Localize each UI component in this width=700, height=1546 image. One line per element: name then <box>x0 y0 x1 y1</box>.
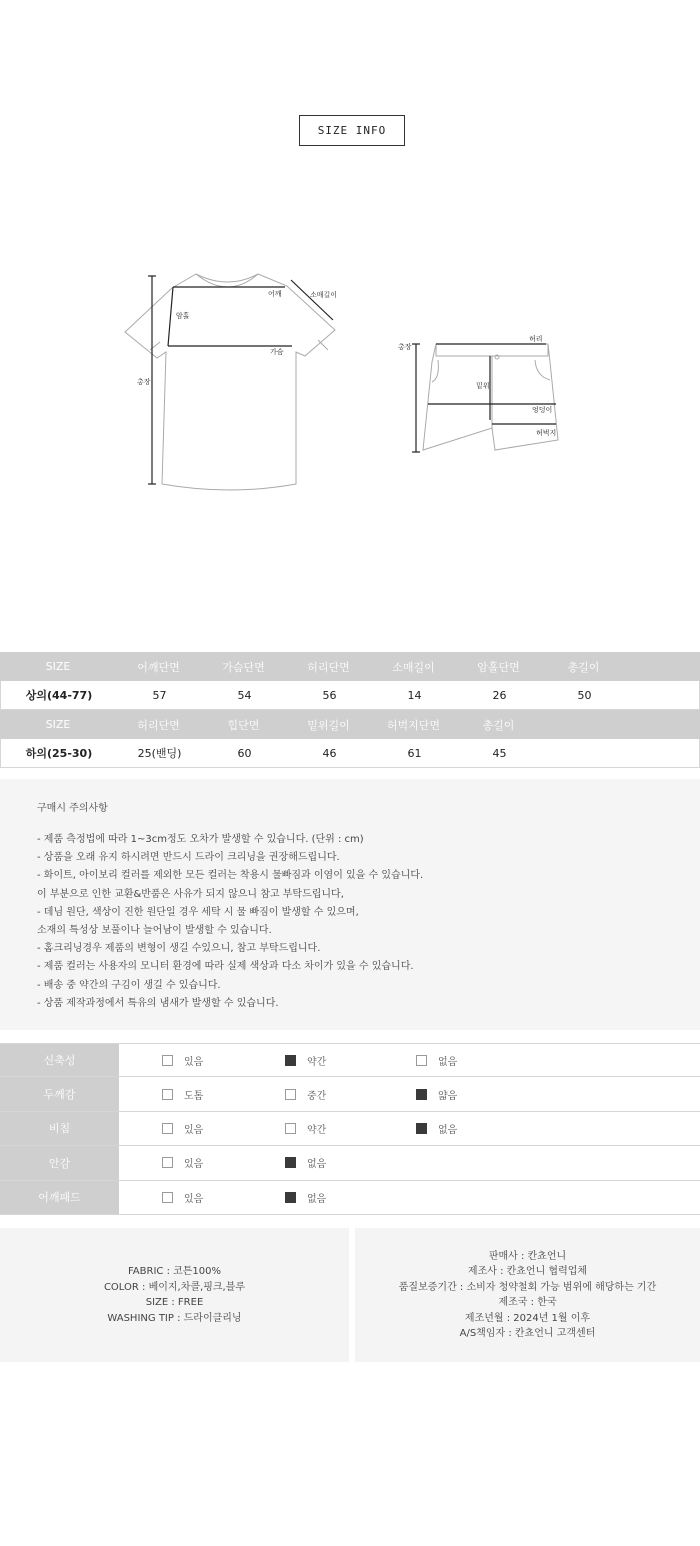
feature-option <box>416 1112 457 1145</box>
tshirt-measure-lines <box>148 276 333 484</box>
feature-option <box>285 1181 326 1214</box>
bottom-size-row <box>0 739 700 768</box>
feature-row-stretch <box>0 1043 700 1077</box>
feature-option <box>162 1112 203 1145</box>
option-label: 있음 <box>184 1159 204 1171</box>
header-cell: 소매길이 <box>392 660 435 674</box>
label-shoulder: 어깨 <box>268 290 282 298</box>
table-cell: 56 <box>322 688 337 702</box>
option-label: 없음 <box>307 1159 327 1171</box>
header-cell: 밑위길이 <box>307 718 350 732</box>
checkbox-icon <box>162 1157 173 1168</box>
notice-line: - 홈크리닝경우 제품의 변형이 생길 수있으니, 참고 부탁드립니다. <box>37 943 321 955</box>
size-illustration <box>0 260 700 500</box>
notice-line: - 상품 제작과정에서 특유의 냄새가 발생할 수 있습니다. <box>37 997 279 1009</box>
header-cell: 가슴단면 <box>222 660 265 674</box>
option-label: 있음 <box>184 1056 204 1068</box>
seller-info-panel <box>355 1228 700 1362</box>
feature-option <box>162 1181 203 1214</box>
header-cell: 허벅지단면 <box>386 718 441 732</box>
checkbox-checked-icon <box>285 1055 296 1066</box>
label-bottom-length: 총장 <box>398 343 412 351</box>
option-label: 중간 <box>307 1090 327 1102</box>
feature-option <box>162 1044 203 1076</box>
top-size-row <box>0 681 700 710</box>
label-sleeve: 소매길이 <box>310 291 338 299</box>
label-armhole: 암홀 <box>176 312 190 320</box>
feature-option <box>162 1146 203 1179</box>
info-line: WASHING TIP : 드라이클리닝 <box>107 1312 242 1324</box>
notice-line: - 상품을 오래 유지 하시려면 반드시 드라이 크리닝을 권장해드립니다. <box>37 852 340 864</box>
info-line: 제조국 : 한국 <box>498 1297 557 1308</box>
header-cell: 총길이 <box>567 660 600 674</box>
label-top-length: 총장 <box>137 378 151 386</box>
label-hip: 엉덩이 <box>532 406 553 414</box>
table-cell: 하의(25-30) <box>25 747 93 760</box>
fabric-info-panel <box>0 1228 349 1362</box>
table-cell: 26 <box>492 688 507 702</box>
checkbox-checked-icon <box>416 1089 427 1100</box>
label-waist: 허리 <box>529 335 543 343</box>
header-cell: 힙단면 <box>227 718 260 732</box>
table-cell: 57 <box>152 688 167 702</box>
info-line: 판매사 : 칸쵸언니 <box>488 1250 567 1262</box>
top-size-header-row <box>0 652 700 681</box>
feature-row-shoulder-pad <box>0 1181 700 1215</box>
info-line: SIZE : FREE <box>145 1297 204 1308</box>
feature-label: 신축성 <box>0 1044 119 1076</box>
feature-option <box>285 1077 326 1110</box>
table-cell: 45 <box>492 746 507 760</box>
header-cell: 총길이 <box>482 718 515 732</box>
feature-row-lining <box>0 1146 700 1180</box>
checkbox-checked-icon <box>285 1192 296 1203</box>
checkbox-icon <box>162 1123 173 1134</box>
info-line: 제조년월 : 2024년 1월 이후 <box>464 1312 591 1324</box>
notice-line: - 데님 원단, 색상이 진한 원단일 경우 세탁 시 물 빠짐이 발생할 수 있으며, <box>37 906 359 918</box>
header-cell: 허리단면 <box>137 718 180 732</box>
table-cell: 61 <box>407 746 422 760</box>
feature-option <box>162 1077 203 1110</box>
option-label: 약간 <box>307 1056 327 1068</box>
info-line: COLOR : 베이지,차콜,핑크,블루 <box>103 1281 246 1293</box>
feature-option <box>285 1044 326 1076</box>
checkbox-icon <box>162 1089 173 1100</box>
bottom-size-header-row <box>0 710 700 739</box>
table-cell: 14 <box>407 688 422 702</box>
option-label: 있음 <box>184 1193 204 1205</box>
table-cell: 46 <box>322 746 337 760</box>
notice-line: - 제품 컬러는 사용자의 모니터 환경에 따라 실제 색상과 다소 차이가 있을 수 있습니다. <box>37 961 414 973</box>
size-table <box>0 652 700 768</box>
info-line: 제조사 : 칸쵸언니 협력업체 <box>467 1266 588 1277</box>
checkbox-checked-icon <box>285 1157 296 1168</box>
notice-title: 구매시 주의사항 <box>37 803 108 814</box>
feature-label: 두께감 <box>0 1077 119 1110</box>
info-line: FABRIC : 코튼100% <box>127 1266 222 1277</box>
notice-line: - 화이트, 아이보리 컬러를 제외한 모든 컬러는 착용시 물빠짐과 이염이 있을 수 있습니다. <box>37 870 424 882</box>
feature-label: 비침 <box>0 1112 119 1145</box>
feature-label: 안감 <box>0 1146 119 1179</box>
table-cell: 상의(44-77) <box>25 689 93 702</box>
checkbox-icon <box>285 1123 296 1134</box>
size-info-title-text: SIZE INFO <box>317 124 387 137</box>
tshirt-drawing <box>125 274 338 490</box>
header-cell: SIZE <box>45 718 71 731</box>
notice-line: - 제품 측정법에 따라 1~3cm정도 오차가 발생할 수 있습니다. (단위 : cm) <box>37 834 364 845</box>
checkbox-icon <box>162 1192 173 1203</box>
notice-line: 이 부분으로 인한 교환&반품은 사유가 되지 않으니 참고 부탁드립니다, <box>37 888 344 900</box>
checkbox-checked-icon <box>416 1123 427 1134</box>
fabric-feature-table <box>0 1043 700 1215</box>
table-cell: 60 <box>237 746 252 760</box>
notice-line: - 배송 중 약간의 구김이 생길 수 있습니다. <box>37 979 221 991</box>
checkbox-icon <box>162 1055 173 1066</box>
header-cell: 허리단면 <box>307 660 350 674</box>
purchase-notice <box>0 779 700 1030</box>
option-label: 없음 <box>438 1056 458 1068</box>
option-label: 있음 <box>184 1124 204 1136</box>
shorts-measure-lines <box>412 344 556 452</box>
label-chest: 가슴 <box>270 348 284 356</box>
size-info-title <box>299 115 405 146</box>
header-cell: 어깨단면 <box>137 660 180 674</box>
garment-diagram <box>0 260 700 500</box>
feature-option <box>285 1112 326 1145</box>
label-thigh: 허벅지 <box>536 429 557 437</box>
feature-option <box>285 1146 326 1179</box>
table-cell: 50 <box>577 688 592 702</box>
option-label: 없음 <box>307 1193 327 1205</box>
option-label: 얇음 <box>438 1090 458 1102</box>
feature-option <box>416 1044 457 1076</box>
option-label: 약간 <box>307 1124 327 1136</box>
table-cell: 54 <box>237 688 252 702</box>
feature-label: 어깨패드 <box>0 1181 119 1214</box>
header-cell: 암홀단면 <box>477 660 520 674</box>
feature-option <box>416 1077 457 1110</box>
label-rise: 밑위 <box>476 382 490 390</box>
checkbox-icon <box>285 1089 296 1100</box>
checkbox-icon <box>416 1055 427 1066</box>
info-line: 품질보증기간 : 소비자 청약철회 가능 범위에 해당하는 기간 <box>398 1281 657 1293</box>
feature-row-see-through <box>0 1112 700 1146</box>
feature-row-thickness <box>0 1077 700 1111</box>
option-label: 없음 <box>438 1124 458 1136</box>
info-line: A/S책임자 : 칸쵸언니 고객센터 <box>459 1328 596 1339</box>
header-cell: SIZE <box>45 660 71 673</box>
notice-line: 소재의 특성상 보풀이나 늘어남이 발생할 수 있습니다. <box>37 925 272 937</box>
table-cell: 25(밴딩) <box>137 747 182 760</box>
option-label: 도톰 <box>184 1090 204 1102</box>
